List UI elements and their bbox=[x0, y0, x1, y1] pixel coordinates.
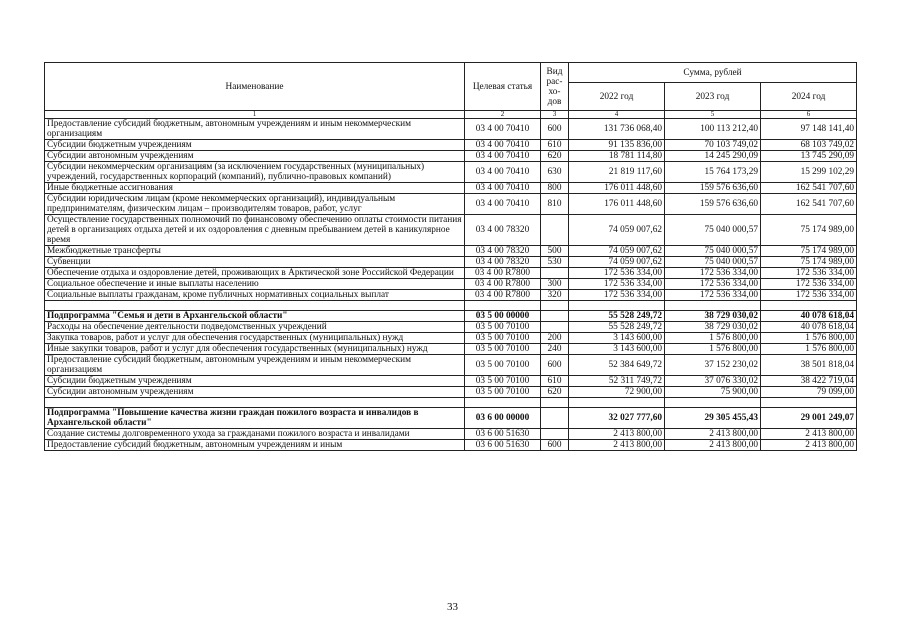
row-sum-2022: 18 781 114,80 bbox=[569, 151, 665, 162]
row-target-code: 03 5 00 70100 bbox=[465, 376, 541, 387]
row-sum-2023: 2 413 800,00 bbox=[665, 429, 761, 440]
row-sum-2024: 97 148 141,40 bbox=[761, 119, 857, 140]
row-name: Межбюджетные трансферты bbox=[45, 246, 465, 257]
row-sum-2022 bbox=[569, 301, 665, 311]
index-cell: 1 bbox=[45, 111, 465, 119]
table-row bbox=[45, 322, 857, 333]
row-sum-2023: 37 076 330,02 bbox=[665, 376, 761, 387]
row-sum-2023: 14 245 290,09 bbox=[665, 151, 761, 162]
row-sum-2022: 172 536 334,00 bbox=[569, 290, 665, 301]
row-sum-2023: 159 576 636,60 bbox=[665, 183, 761, 194]
table-row bbox=[45, 440, 857, 451]
row-expense-type: 600 bbox=[541, 440, 569, 451]
table-row bbox=[45, 140, 857, 151]
row-sum-2022: 52 311 749,72 bbox=[569, 376, 665, 387]
row-target-code: 03 4 00 70410 bbox=[465, 194, 541, 215]
row-sum-2022: 74 059 007,62 bbox=[569, 257, 665, 268]
row-expense-type: 600 bbox=[541, 355, 569, 376]
row-name: Социальное обеспечение и иные выплаты населению bbox=[45, 279, 465, 290]
row-sum-2024: 29 001 249,07 bbox=[761, 408, 857, 429]
row-expense-type bbox=[541, 301, 569, 311]
index-cell: 2 bbox=[465, 111, 541, 119]
table-row bbox=[45, 257, 857, 268]
row-sum-2024: 75 174 989,00 bbox=[761, 257, 857, 268]
row-name: Иные бюджетные ассигнования bbox=[45, 183, 465, 194]
row-sum-2024 bbox=[761, 398, 857, 408]
row-sum-2023: 172 536 334,00 bbox=[665, 290, 761, 301]
table-row bbox=[45, 344, 857, 355]
row-name bbox=[45, 301, 465, 311]
row-sum-2024 bbox=[761, 301, 857, 311]
row-name: Субсидии автономным учреждениям bbox=[45, 151, 465, 162]
row-expense-type: 620 bbox=[541, 387, 569, 398]
row-sum-2024: 2 413 800,00 bbox=[761, 440, 857, 451]
row-target-code: 03 4 00 R7800 bbox=[465, 290, 541, 301]
row-sum-2023: 75 040 000,57 bbox=[665, 215, 761, 246]
row-sum-2022: 3 143 600,00 bbox=[569, 344, 665, 355]
row-sum-2024: 15 299 102,29 bbox=[761, 162, 857, 183]
row-target-code: 03 4 00 70410 bbox=[465, 140, 541, 151]
table-row bbox=[45, 408, 857, 429]
table-row bbox=[45, 355, 857, 376]
row-sum-2024: 68 103 749,02 bbox=[761, 140, 857, 151]
header-name: Наименование bbox=[45, 63, 465, 111]
row-sum-2022: 74 059 007,62 bbox=[569, 246, 665, 257]
index-cell: 4 bbox=[569, 111, 665, 119]
row-sum-2024: 38 422 719,04 bbox=[761, 376, 857, 387]
row-sum-2024: 2 413 800,00 bbox=[761, 429, 857, 440]
row-target-code bbox=[465, 398, 541, 408]
row-sum-2023: 159 576 636,60 bbox=[665, 194, 761, 215]
row-expense-type: 200 bbox=[541, 333, 569, 344]
row-name: Создание системы долговременного ухода за гражданами пожилого возраста и инвалидами bbox=[45, 429, 465, 440]
row-target-code: 03 4 00 R7800 bbox=[465, 279, 541, 290]
table-row bbox=[45, 246, 857, 257]
row-target-code: 03 6 00 00000 bbox=[465, 408, 541, 429]
row-sum-2023: 15 764 173,29 bbox=[665, 162, 761, 183]
header-vid: Вид рас- хо- дов bbox=[541, 63, 569, 111]
row-expense-type bbox=[541, 398, 569, 408]
row-sum-2022: 172 536 334,00 bbox=[569, 268, 665, 279]
row-sum-2023: 38 729 030,02 bbox=[665, 322, 761, 333]
row-name: Субсидии юридическим лицам (кроме некоммерческих организаций), индивидуальным предпринимателям, физическим лицам – производителям товаров, работ, услуг bbox=[45, 194, 465, 215]
row-name: Осуществление государственных полномочий по финансовому обеспечению оплаты стоимости питания детей в организациях отдыха детей и их оздоровления с дневным пребыванием детей в каникулярное время bbox=[45, 215, 465, 246]
row-expense-type: 500 bbox=[541, 246, 569, 257]
row-sum-2024: 40 078 618,04 bbox=[761, 322, 857, 333]
row-name bbox=[45, 398, 465, 408]
row-name: Субсидии бюджетным учреждениям bbox=[45, 140, 465, 151]
row-sum-2022: 55 528 249,72 bbox=[569, 322, 665, 333]
row-sum-2024: 1 576 800,00 bbox=[761, 333, 857, 344]
row-sum-2023 bbox=[665, 301, 761, 311]
table-row bbox=[45, 311, 857, 322]
row-sum-2022: 2 413 800,00 bbox=[569, 440, 665, 451]
row-sum-2022: 72 900,00 bbox=[569, 387, 665, 398]
row-target-code: 03 4 00 78320 bbox=[465, 215, 541, 246]
table-row bbox=[45, 279, 857, 290]
row-target-code: 03 4 00 R7800 bbox=[465, 268, 541, 279]
row-target-code: 03 4 00 70410 bbox=[465, 119, 541, 140]
row-target-code: 03 4 00 78320 bbox=[465, 246, 541, 257]
row-name: Обеспечение отдыха и оздоровление детей, проживающих в Арктической зоне Российской Федерации bbox=[45, 268, 465, 279]
row-expense-type: 320 bbox=[541, 290, 569, 301]
header-index-row bbox=[45, 111, 857, 119]
row-sum-2022: 172 536 334,00 bbox=[569, 279, 665, 290]
header-target: Целевая статья bbox=[465, 63, 541, 111]
row-sum-2022: 21 819 117,60 bbox=[569, 162, 665, 183]
row-sum-2024: 13 745 290,09 bbox=[761, 151, 857, 162]
table-row bbox=[45, 119, 857, 140]
row-expense-type: 610 bbox=[541, 376, 569, 387]
row-expense-type bbox=[541, 268, 569, 279]
table-row bbox=[45, 268, 857, 279]
table-row bbox=[45, 429, 857, 440]
row-sum-2023: 75 040 000,57 bbox=[665, 257, 761, 268]
row-sum-2022: 74 059 007,62 bbox=[569, 215, 665, 246]
row-expense-type: 530 bbox=[541, 257, 569, 268]
row-sum-2023: 75 900,00 bbox=[665, 387, 761, 398]
row-target-code: 03 4 00 70410 bbox=[465, 162, 541, 183]
table-row bbox=[45, 151, 857, 162]
row-sum-2022: 131 736 068,40 bbox=[569, 119, 665, 140]
row-name: Субсидии бюджетным учреждениям bbox=[45, 376, 465, 387]
row-target-code: 03 4 00 70410 bbox=[465, 183, 541, 194]
row-sum-2024: 38 501 818,04 bbox=[761, 355, 857, 376]
row-name: Предоставление субсидий бюджетным, автономным учреждениям и иным bbox=[45, 440, 465, 451]
row-sum-2024: 1 576 800,00 bbox=[761, 344, 857, 355]
row-sum-2022: 2 413 800,00 bbox=[569, 429, 665, 440]
row-sum-2024: 75 174 989,00 bbox=[761, 215, 857, 246]
row-sum-2023: 37 152 230,02 bbox=[665, 355, 761, 376]
row-target-code bbox=[465, 301, 541, 311]
row-target-code: 03 5 00 70100 bbox=[465, 344, 541, 355]
index-cell: 3 bbox=[541, 111, 569, 119]
row-target-code: 03 4 00 70410 bbox=[465, 151, 541, 162]
table-row bbox=[45, 290, 857, 301]
row-expense-type bbox=[541, 322, 569, 333]
row-name: Предоставление субсидий бюджетным, автономным учреждениям и иным некоммерческим организациям bbox=[45, 355, 465, 376]
row-name: Субсидии автономным учреждениям bbox=[45, 387, 465, 398]
row-sum-2023: 75 040 000,57 bbox=[665, 246, 761, 257]
budget-table bbox=[44, 62, 857, 451]
row-sum-2023: 172 536 334,00 bbox=[665, 279, 761, 290]
row-expense-type: 630 bbox=[541, 162, 569, 183]
row-name: Субвенции bbox=[45, 257, 465, 268]
header-year-2023: 2023 год bbox=[665, 83, 761, 111]
row-sum-2022: 32 027 777,60 bbox=[569, 408, 665, 429]
row-sum-2022: 3 143 600,00 bbox=[569, 333, 665, 344]
row-name: Социальные выплаты гражданам, кроме публичных нормативных социальных выплат bbox=[45, 290, 465, 301]
row-target-code: 03 6 00 51630 bbox=[465, 429, 541, 440]
table-row bbox=[45, 162, 857, 183]
index-cell: 5 bbox=[665, 111, 761, 119]
table-row bbox=[45, 333, 857, 344]
row-sum-2023: 29 305 455,43 bbox=[665, 408, 761, 429]
row-expense-type: 620 bbox=[541, 151, 569, 162]
row-expense-type: 800 bbox=[541, 183, 569, 194]
row-sum-2022: 91 135 836,00 bbox=[569, 140, 665, 151]
page-number: 33 bbox=[447, 601, 458, 613]
row-sum-2022: 55 528 249,72 bbox=[569, 311, 665, 322]
table-row bbox=[45, 387, 857, 398]
header-year-2022: 2022 год bbox=[569, 83, 665, 111]
row-sum-2022: 176 011 448,60 bbox=[569, 183, 665, 194]
row-target-code: 03 4 00 78320 bbox=[465, 257, 541, 268]
row-name: Подпрограмма "Повышение качества жизни граждан пожилого возраста и инвалидов в Архангельской области" bbox=[45, 408, 465, 429]
row-name: Иные закупки товаров, работ и услуг для обеспечения государственных (муниципальных) нужд bbox=[45, 344, 465, 355]
row-expense-type bbox=[541, 215, 569, 246]
row-sum-2024: 75 174 989,00 bbox=[761, 246, 857, 257]
spacer-row bbox=[45, 301, 857, 311]
header-sum: Сумма, рублей bbox=[569, 63, 857, 83]
row-sum-2024: 162 541 707,60 bbox=[761, 194, 857, 215]
table-row bbox=[45, 215, 857, 246]
row-name: Расходы на обеспечение деятельности подведомственных учреждений bbox=[45, 322, 465, 333]
row-target-code: 03 5 00 70100 bbox=[465, 333, 541, 344]
row-sum-2022: 176 011 448,60 bbox=[569, 194, 665, 215]
row-expense-type bbox=[541, 429, 569, 440]
row-sum-2023: 70 103 749,02 bbox=[665, 140, 761, 151]
row-expense-type: 810 bbox=[541, 194, 569, 215]
row-name: Субсидии некоммерческим организациям (за исключением государственных (муниципальных) учреждений, государственных корпораций (компаний), публично-правовых компаний) bbox=[45, 162, 465, 183]
table-row bbox=[45, 376, 857, 387]
row-sum-2024: 172 536 334,00 bbox=[761, 268, 857, 279]
row-name: Подпрограмма "Семья и дети в Архангельской области" bbox=[45, 311, 465, 322]
row-sum-2023: 172 536 334,00 bbox=[665, 268, 761, 279]
row-target-code: 03 5 00 70100 bbox=[465, 355, 541, 376]
row-expense-type: 300 bbox=[541, 279, 569, 290]
row-sum-2023: 2 413 800,00 bbox=[665, 440, 761, 451]
row-sum-2022 bbox=[569, 398, 665, 408]
row-sum-2024: 40 078 618,04 bbox=[761, 311, 857, 322]
row-expense-type: 610 bbox=[541, 140, 569, 151]
row-target-code: 03 5 00 70100 bbox=[465, 387, 541, 398]
spacer-row bbox=[45, 398, 857, 408]
row-sum-2023: 1 576 800,00 bbox=[665, 333, 761, 344]
row-sum-2024: 172 536 334,00 bbox=[761, 290, 857, 301]
row-name: Предоставление субсидий бюджетным, автономным учреждениям и иным некоммерческим организациям bbox=[45, 119, 465, 140]
row-sum-2023: 1 576 800,00 bbox=[665, 344, 761, 355]
table-row bbox=[45, 183, 857, 194]
table-row bbox=[45, 194, 857, 215]
row-target-code: 03 5 00 00000 bbox=[465, 311, 541, 322]
row-name: Закупка товаров, работ и услуг для обеспечения государственных (муниципальных) нужд bbox=[45, 333, 465, 344]
row-sum-2023: 38 729 030,02 bbox=[665, 311, 761, 322]
row-sum-2023: 100 113 212,40 bbox=[665, 119, 761, 140]
row-expense-type: 240 bbox=[541, 344, 569, 355]
header-year-2024: 2024 год bbox=[761, 83, 857, 111]
index-cell: 6 bbox=[761, 111, 857, 119]
row-expense-type bbox=[541, 408, 569, 429]
row-sum-2024: 172 536 334,00 bbox=[761, 279, 857, 290]
row-sum-2023 bbox=[665, 398, 761, 408]
row-expense-type: 600 bbox=[541, 119, 569, 140]
row-expense-type bbox=[541, 311, 569, 322]
row-target-code: 03 5 00 70100 bbox=[465, 322, 541, 333]
row-sum-2022: 52 384 649,72 bbox=[569, 355, 665, 376]
table-body bbox=[45, 119, 857, 451]
row-target-code: 03 6 00 51630 bbox=[465, 440, 541, 451]
budget-table-container bbox=[44, 62, 856, 451]
header-row-top bbox=[45, 63, 857, 83]
row-sum-2024: 79 099,00 bbox=[761, 387, 857, 398]
row-sum-2024: 162 541 707,60 bbox=[761, 183, 857, 194]
